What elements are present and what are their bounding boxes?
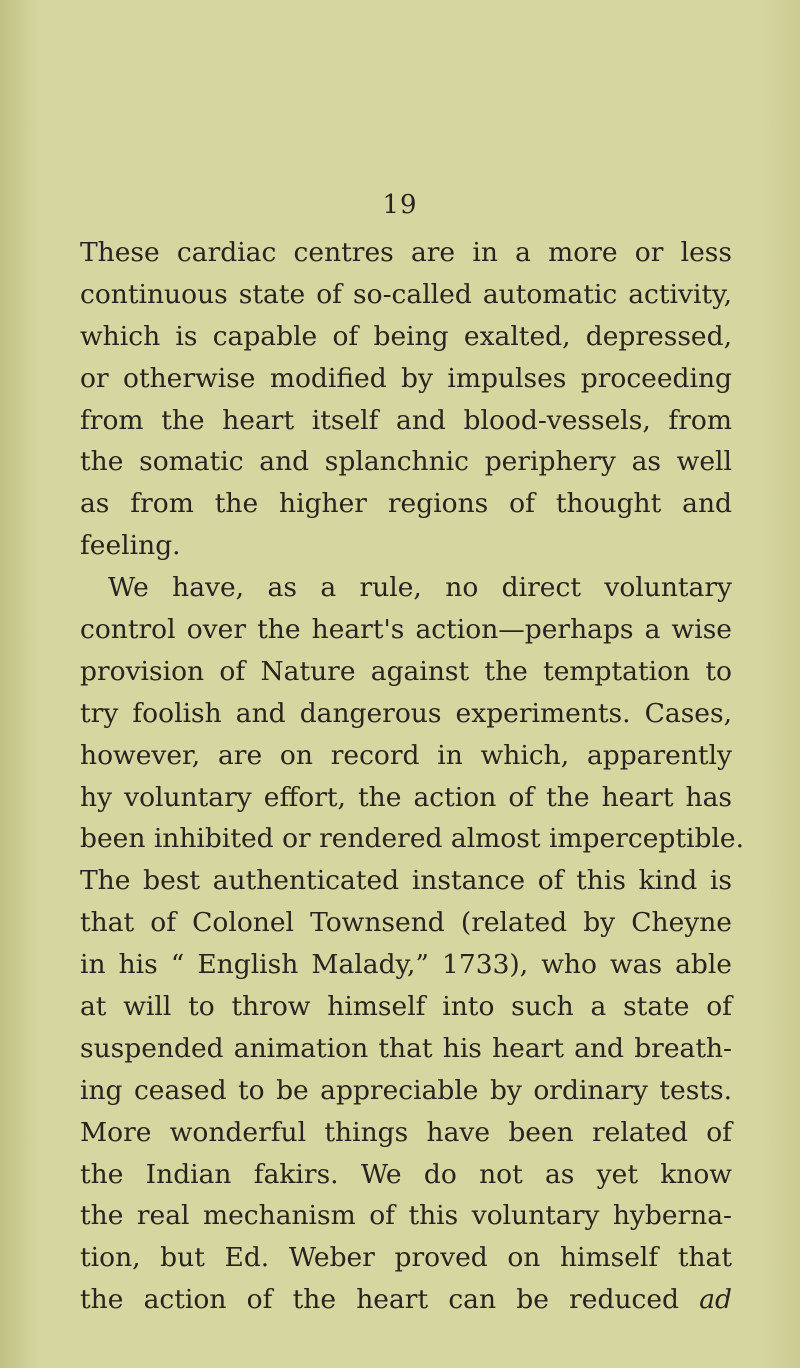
page-number: 19 [382, 190, 418, 220]
text-line: at will to throw himself into such a state of [80, 991, 732, 1023]
text-line: the somatic and splanchnic periphery as well [80, 446, 732, 478]
italic-word: ad [699, 1284, 732, 1316]
text-line: The best authenticated instance of this kind is [80, 865, 732, 897]
text-line: been inhibited or rendered almost imperceptible. [80, 823, 745, 855]
body-text [80, 232, 745, 1321]
text-line: These cardiac centres are in a more or less [80, 237, 732, 268]
text-line: More wonderful things have been related of [80, 1116, 732, 1148]
text-line: We have, as a rule, no direct voluntary [108, 572, 732, 604]
text-line: the real mechanism of this voluntary hyberna- [80, 1200, 732, 1232]
text-line: suspended animation that his heart and breath- [80, 1032, 732, 1064]
text-line: feeling. [80, 530, 181, 562]
text-line: the Indian fakirs. We do not as yet know [80, 1158, 732, 1190]
text-line: from the heart itself and blood-vessels, from [80, 404, 732, 436]
text-line: that of Colonel Townsend (related by Cheyne [80, 907, 732, 939]
text-line: however, are on record in which, apparently [80, 739, 732, 771]
text-line: ing ceased to be appreciable by ordinary tests. [80, 1074, 732, 1106]
text-line: or otherwise modified by impulses proceeding [80, 362, 732, 394]
text-line: control over the heart's action—perhaps a wise [80, 614, 732, 646]
text-line: in his “ English Malady,” 1733), who was able [80, 949, 732, 981]
text-line: tion, but Ed. Weber proved on himself that [80, 1242, 732, 1274]
text-line: which is capable of being exalted, depressed, [80, 320, 732, 352]
text-line: try foolish and dangerous experiments. Cases, [80, 697, 732, 729]
text-line: continuous state of so-called automatic activity, [80, 278, 732, 310]
text-line-final [80, 1279, 732, 1321]
text-line: hy voluntary effort, the action of the heart has [80, 781, 732, 813]
text-line: provision of Nature against the temptation to [80, 655, 732, 687]
text-line-final-body: the action of the heart can be reduced [80, 1284, 700, 1316]
text-line: as from the higher regions of thought and [80, 488, 732, 520]
